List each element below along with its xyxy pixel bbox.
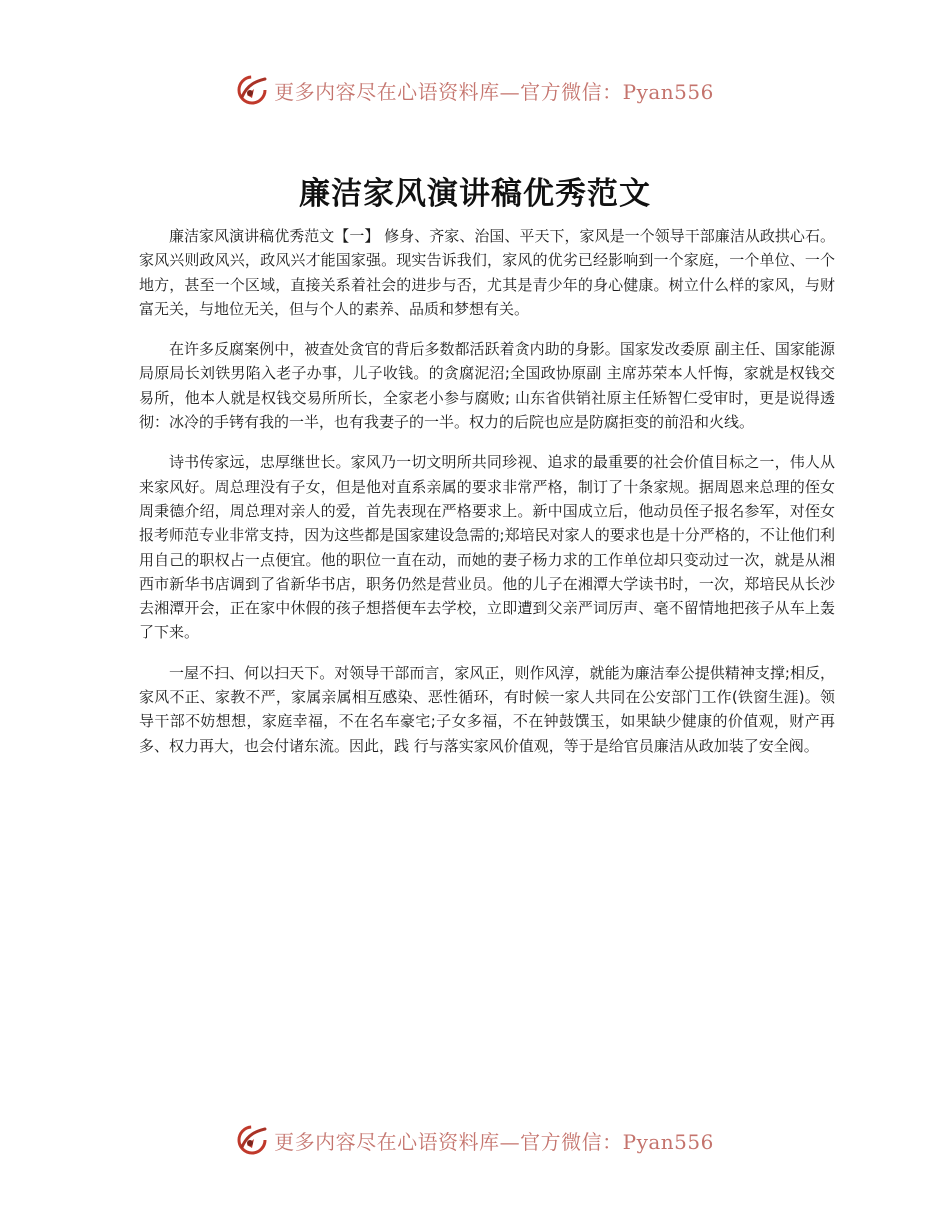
document-body	[139, 224, 835, 774]
paragraph-2: 在许多反腐案例中，被查处贪官的背后多数都活跃着贪内助的身影。国家发改委原 副主任、国家能源局原局长刘铁男陷入老子办事，儿子收钱。的贪腐泥沼;全国政协原副 主席苏荣本人忏悔，家就是权钱交易所，他本人就是权钱交易所所长，全家老小参与腐败; 山东省供销社原主任矫智仁受审时，更是说得透彻：冰冷的手铐有我的一半，也有我妻子的一半。权力的后院也应是防腐拒变的前沿和火线。	[139, 340, 835, 432]
paragraph-3: 诗书传家远，忠厚继世长。家风乃一切文明所共同珍视、追求的最重要的社会价值目标之一，伟人从来家风好。周总理没有子女，但是他对直系亲属的要求非常严格，制订了十条家规。据周恩来总理的侄女周秉德介绍，周总理对亲人的爱，首先表现在严格要求上。新中国成立后，他动员侄子报名参军，对侄女报考师范专业非常支持，因为这些都是国家建设急需的;郑培民对家人的要求也是十分严格的，不让他们利用自己的职权占一点便宜。他的职位一直在动，而她的妻子杨力求的工作单位却只变动过一次，就是从湘西市新华书店调到了省新华书店，职务仍然是营业员。他的儿子在湘潭大学读书时，一次，郑培民从长沙去湘潭开会，正在家中休假的孩子想搭便车去学校，立即遭到父亲严词厉声、毫不留情地把孩子从车上轰了下来。	[139, 453, 835, 642]
header-banner	[0, 70, 950, 110]
banner-text: 更多内容尽在心语资料库—官方微信：Pyan556	[274, 1129, 714, 1154]
brush-swirl-logo-icon	[236, 1123, 270, 1157]
brush-swirl-logo-icon	[236, 73, 270, 107]
paragraph-4: 一屋不扫、何以扫天下。对领导干部而言，家风正，则作风淳，就能为廉洁奉公提供精神支撑;相反，家风不正、家教不严，家属亲属相互感染、恶性循环，有时候一家人共同在公安部门工作(铁窗生涯)。领导干部不妨想想，家庭幸福，不在名车豪宅;子女多福，不在钟鼓馔玉，如果缺少健康的价值观，财产再多、权力再大，也会付诸东流。因此，践 行与落实家风价值观，等于是给官员廉洁从政加装了安全阀。	[139, 663, 835, 755]
paragraph-1: 廉洁家风演讲稿优秀范文【一】 修身、齐家、治国、平天下，家风是一个领导干部廉洁从政拱心石。家风兴则政风兴，政风兴才能国家强。现实告诉我们，家风的优劣已经影响到一个家庭，一个单位、一个地方，甚至一个区域，直接关系着社会的进步与否，尤其是青少年的身心健康。树立什么样的家风，与财富无关，与地位无关，但与个人的素养、品质和梦想有关。	[139, 227, 835, 318]
banner-text: 更多内容尽在心语资料库—官方微信：Pyan556	[274, 79, 714, 104]
page-title: 廉洁家风演讲稿优秀范文	[299, 176, 651, 212]
footer-banner	[0, 1120, 950, 1160]
